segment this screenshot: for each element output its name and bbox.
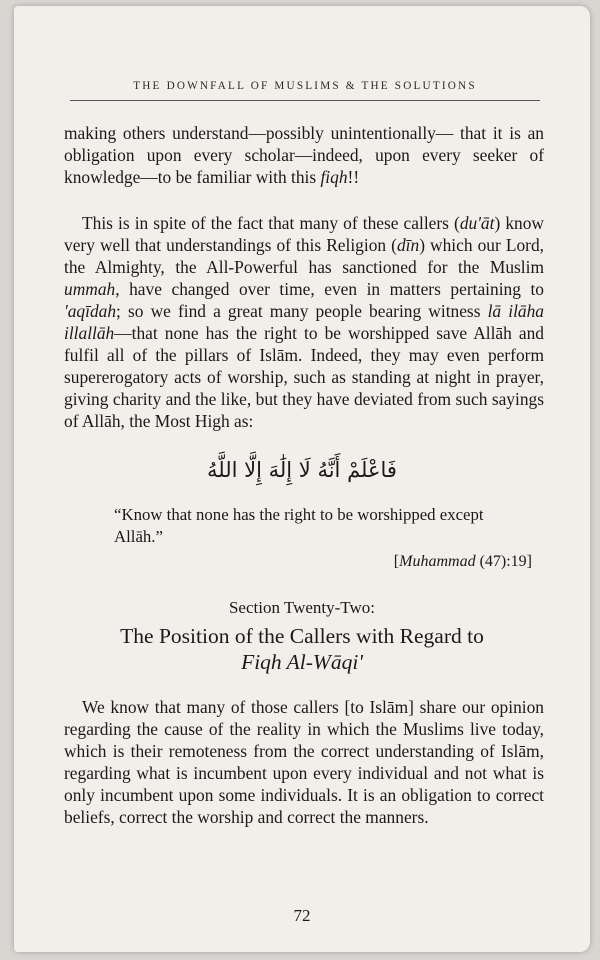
italic-term: ummah — [64, 279, 116, 299]
paragraph-callers — [64, 212, 544, 432]
verse-citation: [Muhammad (47):19] — [393, 553, 532, 570]
book-page — [14, 6, 590, 952]
italic-term: dīn — [396, 235, 420, 255]
paragraph-section-body: We know that many of those callers [to Islām] share our opinion regarding the cause of the reality in which the Muslims live today, which is their remoteness from the correct understanding of Islām, regarding what is incumbent upon every individual and not what is only incumbent upon some individuals. It is an obligation to correct beliefs, correct the worship and correct the manners. — [64, 697, 544, 827]
paragraph-text: ) which our Lord, the Almighty, the All-Powerful has sanctioned for the Muslim — [64, 235, 544, 277]
section-label: Section Twenty-Two: — [228, 598, 376, 617]
paragraph-text: !! — [347, 167, 360, 187]
section-title-line: The Position of the Callers with Regard to — [120, 624, 484, 648]
italic-term: lā ilāha illallāh — [64, 301, 544, 343]
paragraph-text: , have changed over time, even in matters pertaining to — [115, 279, 544, 299]
section-title-term: Fiqh Al-Wāqi' — [241, 650, 363, 674]
italic-term: 'aqīdah — [64, 301, 117, 321]
arabic-verse: فَاعْلَمْ أَنَّهُ لَا إِلَٰهَ إِلَّا اللَّهُ — [207, 458, 397, 482]
paragraph-text: making others understand—possibly unintentionally— that it is an obligation upon every scholar—indeed, upon every seeker of knowledge—to be familiar with this — [64, 123, 544, 187]
verse-translation: “Know that none has the right to be worshipped except Allāh.” — [114, 505, 484, 546]
paragraph-continuation — [64, 122, 544, 188]
paragraph-text: ) know very well that understandings of this Religion ( — [64, 213, 544, 255]
paragraph-text: ; so we find a great many people bearing witness — [116, 301, 488, 321]
running-header: THE DOWNFALL OF MUSLIMS & THE SOLUTIONS — [133, 80, 477, 92]
paragraph-text: This is in spite of the fact that many of these callers ( — [82, 213, 460, 233]
page-number: 72 — [293, 906, 311, 925]
paragraph-text: —that none has the right to be worshipped save Allāh and fulfil all of the pillars of Islām. Indeed, they may even perform supererogatory acts of worship, such as standing at night in prayer, giving charity and the like, but they have deviated from such sayings of Allāh, the Most High as: — [64, 323, 544, 431]
section-title-italic-line — [14, 649, 590, 675]
verse-reference: (47):19] — [475, 553, 532, 570]
italic-term: du'āt — [459, 213, 495, 233]
section-title — [14, 623, 590, 675]
surah-name: Muhammad — [399, 553, 476, 570]
header-rule — [70, 100, 540, 101]
italic-term: fiqh — [320, 167, 348, 187]
